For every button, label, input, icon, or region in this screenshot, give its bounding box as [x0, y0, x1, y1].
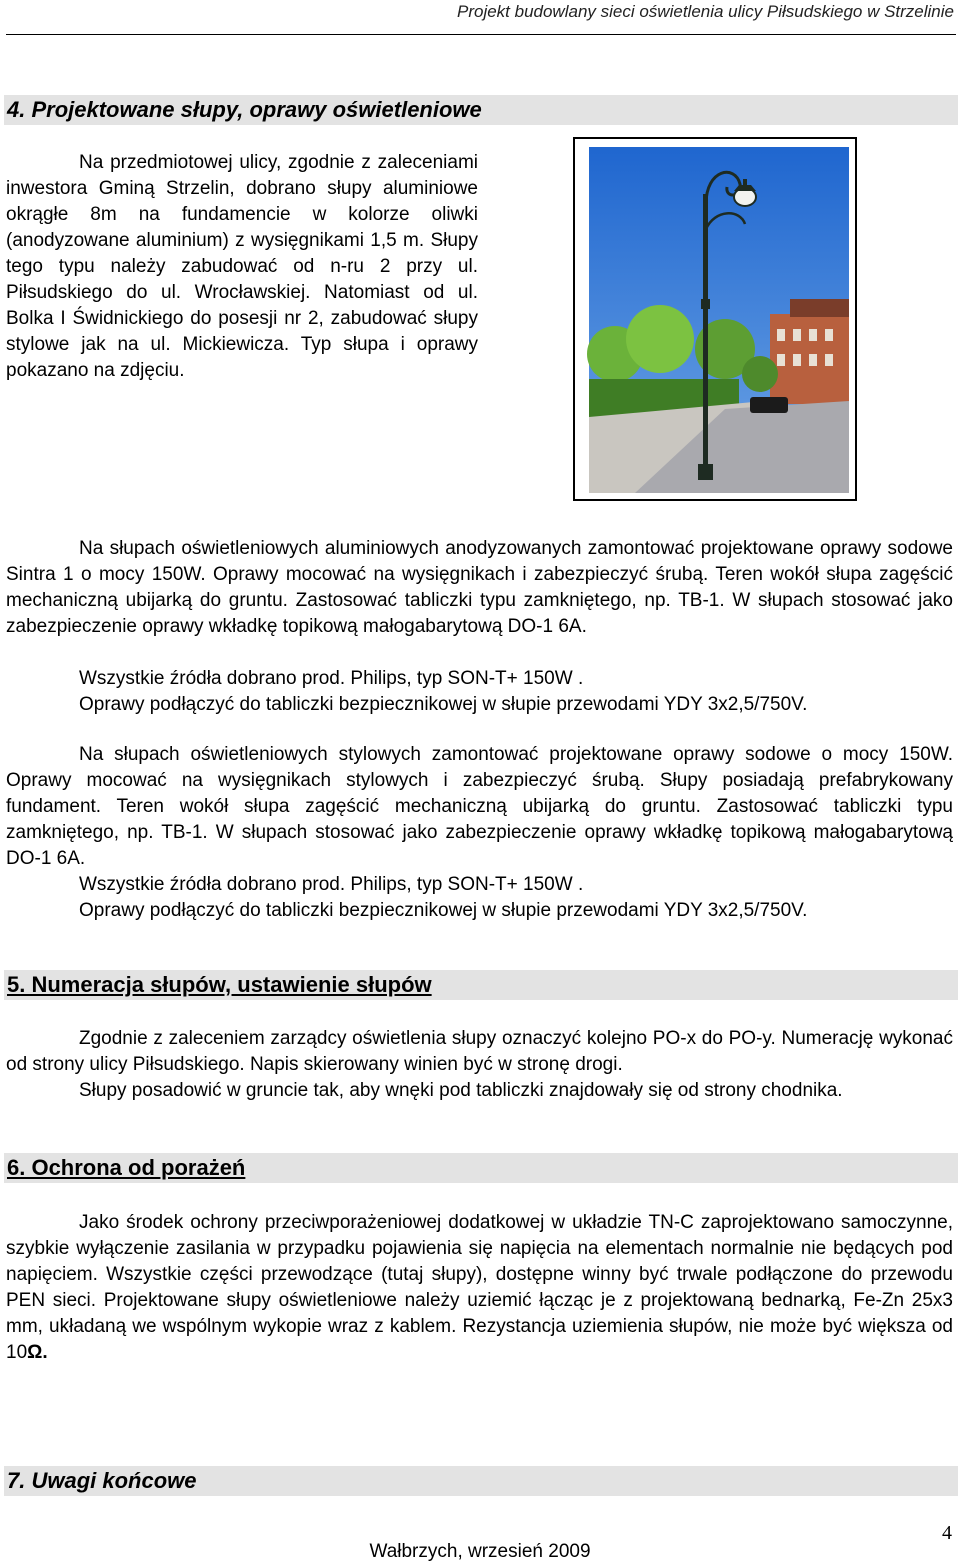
- ohm-symbol: Ω.: [27, 1342, 48, 1363]
- section-5-line-2: Słupy posadowić w gruncie tak, aby wnęki pod tabliczki znajdowały się od strony chodnika.: [79, 1080, 843, 1101]
- section-4-connect-1: Oprawy podłączyć do tabliczki bezpiecznikowej w słupie przewodami YDY 3x2,5/750V.: [79, 694, 808, 715]
- street-lamp-photo: [573, 137, 857, 501]
- section-5-heading: [4, 970, 958, 1000]
- section-4-heading: 4. Projektowane słupy, oprawy oświetleniowe: [4, 95, 958, 125]
- header-rule: [6, 34, 956, 35]
- section-4-sources-1: Wszystkie źródła dobrano prod. Philips, typ SON-T+ 150W .: [79, 668, 584, 689]
- section-7-heading: 7. Uwagi końcowe: [4, 1466, 958, 1496]
- section-4-stylowe-paragraph: Na słupach oświetleniowych stylowych zamontować projektowane oprawy sodowe o mocy 150W. Oprawy mocować na wysięgnikach stylowych i zabezpieczyć śrubą. Słupy posiadają prefabrykowany fundament. Teren wokół słupa zagęścić mechaniczną ubijarką do gruntu. Zastosować tabliczki typu zamkniętego, np. TB-1. W słupach stosować jako zabezpieczenie oprawy wkładkę topikową małogabarytową DO-1 6A.: [6, 744, 953, 869]
- section-6-heading-text: 6. Ochrona od porażeń: [7, 1155, 246, 1180]
- section-6-paragraph: [6, 1210, 953, 1366]
- section-4-sources-2: Wszystkie źródła dobrano prod. Philips, typ SON-T+ 150W .: [79, 874, 584, 895]
- section-6-heading: [4, 1153, 958, 1183]
- section-4-aluminium-paragraph: Na słupach oświetleniowych aluminiowych anodyzowanych zamontować projektowane oprawy sodowe Sintra 1 o mocy 150W. Oprawy mocować na wysięgnikach i zabezpieczyć śrubą. Teren wokół słupa zagęścić mechaniczną ubijarką do gruntu. Zastosować tabliczki typu zamkniętego, np. TB-1. W słupach stosować jako zabezpieczenie oprawy wkładkę topikową małogabarytową DO-1 6A.: [6, 538, 953, 637]
- footer-place-date: Wałbrzych, wrzesień 2009: [369, 1541, 591, 1562]
- page-number: 4: [942, 1522, 952, 1544]
- section-6-paragraph-text: Jako środek ochrony przeciwporażeniowej dodatkowej w układzie TN-C zaprojektowano samoczynne, szybkie wyłączenie zasilania w przypadku pojawienia się napięcia na elementach normalnie nie będących pod napięciem. Wszystkie części przewodzące (tutaj słupy), dostępne winny być trwale podłączone do przewodu PEN sieci. Projektowane słupy oświetleniowe należy uziemić łącząc je z projektowaną bednarką, Fe-Zn 25x3 mm, układaną we wspólnym wykopie wraz z kablem. Rezystancja uziemienia słupów, nie może być większa od 10: [6, 1212, 953, 1363]
- section-4-connect-2: Oprawy podłączyć do tabliczki bezpiecznikowej w słupie przewodami YDY 3x2,5/750V.: [79, 900, 808, 921]
- section-4-intro: Na przedmiotowej ulicy, zgodnie z zaleceniami inwestora Gminą Strzelin, dobrano słupy aluminiowe okrągłe 8m na fundamencie w kolorze oliwki (anodyzowane aluminium) z wysięgnikami 1,5 m. Słupy tego typu należy zabudować od n-ru 2 przy ul. Piłsudskiego do ul. Wrocławskiej. Natomiast od ul. Bolka I Świdnickiego do posesji nr 2, zabudować słupy stylowe jak na ul. Mickiewicza. Typ słupa i oprawy pokazano na zdjęciu.: [6, 152, 478, 381]
- section-5-paragraph: Zgodnie z zaleceniem zarządcy oświetlenia słupy oznaczyć kolejno PO-x do PO-y. Numerację wykonać od strony ulicy Piłsudskiego. Napis skierowany winien być w stronę drogi.: [6, 1028, 953, 1075]
- running-header: Projekt budowlany sieci oświetlenia ulicy Piłsudskiego w Strzelinie: [456, 2, 954, 21]
- section-5-heading-text: 5. Numeracja słupów, ustawienie słupów: [7, 972, 432, 997]
